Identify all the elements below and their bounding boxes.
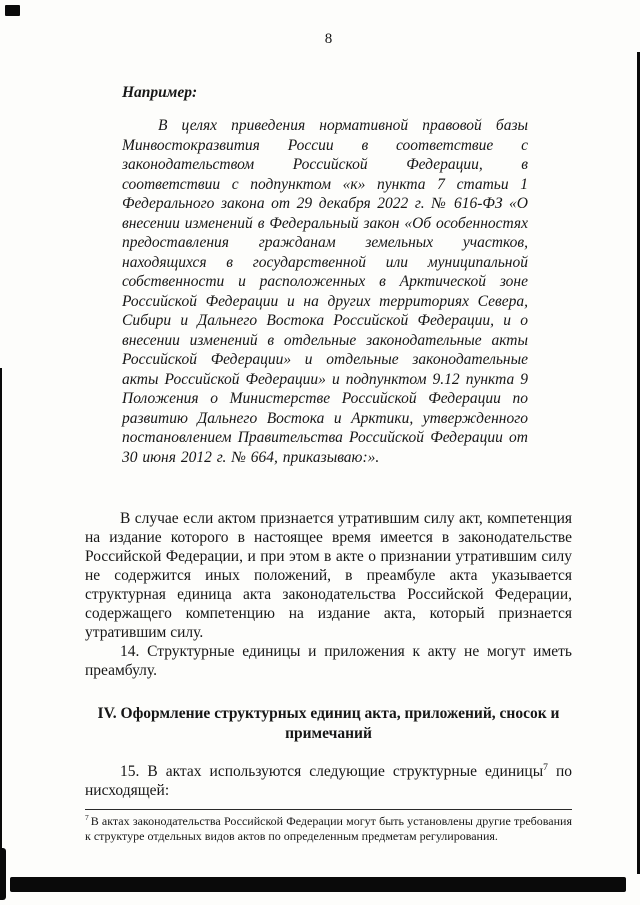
paragraph-15-text-tail: по нисходящей: bbox=[85, 763, 573, 799]
paragraph-15 bbox=[85, 762, 572, 800]
paragraph-14: 14. Структурные единицы и приложения к акту не могут иметь преамбулу. bbox=[85, 643, 572, 679]
scan-artifact-top-left bbox=[5, 5, 20, 16]
scan-artifact-left-bottom bbox=[0, 848, 6, 900]
section-heading: IV. Оформление структурных единиц акта, приложений, сносок и примечаний bbox=[97, 705, 560, 742]
document-content bbox=[85, 30, 572, 843]
footnote-reference-superscript: 7 bbox=[543, 761, 548, 773]
paragraph-15-text: 15. В актах используются следующие структурные единицы bbox=[120, 763, 544, 780]
paragraph-13-continuation: В случае если актом признается утратившим силу акт, компетенция на издание которого в настоящее время имеется в законодательстве Российской Федерации, и при этом в акте о признании утратившим силу не содержится иных положений, в преамбуле акта указывается структурная единица акта законодательства Российской Федерации, содержащего компетенцию на издание акта, который признается утратившим силу. bbox=[85, 510, 572, 641]
scan-artifact-left-edge bbox=[0, 368, 2, 873]
footnote bbox=[85, 809, 572, 843]
footnote-marker: 7 bbox=[85, 813, 89, 822]
example-label: Например: bbox=[122, 84, 198, 101]
footnote-text: В актах законодательства Российской Федерации могут быть установлены другие требования к структуре отдельных видов актов по определенным предметам регулирования. bbox=[85, 814, 572, 843]
scan-artifact-bottom-bar bbox=[10, 877, 626, 892]
example-quote-paragraph: В целях приведения нормативной правовой базы Минвостокразвития России в соответствие с законодательством Российской Федерации, в соответствии с подпунктом «к» пункта 7 статьи 1 Федерального закона от 29 декабря 2022 г. № 616-ФЗ «О внесении изменений в Федеральный закон «Об особенностях предоставления гражданам земельных участков, находящихся в государственной или муниципальной собственности и расположенных в Арктической зоне Российской Федерации и на других территориях Севера, Сибири и Дальнего Востока Российской Федерации, и о внесении изменений в отдельные законодательные акты Российской Федерации» и отдельные законодательные акты Российской Федерации» и подпунктом 9.12 пункта 9 Положения о Министерстве Российской Федерации по развитию Дальнего Востока и Арктики, утвержденного постановлением Правительства Российской Федерации от 30 июня 2012 г. № 664, приказываю:». bbox=[122, 117, 528, 466]
page-number: 8 bbox=[324, 31, 333, 47]
